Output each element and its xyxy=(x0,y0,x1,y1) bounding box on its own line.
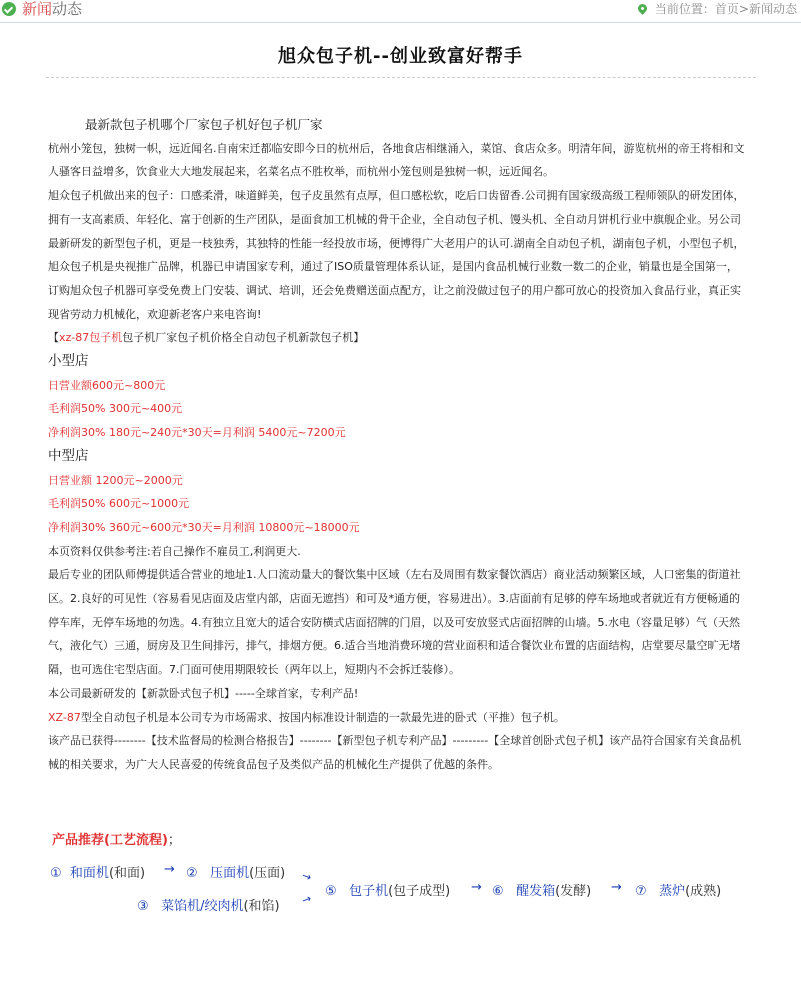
paragraph-intro: 杭州小笼包，独树一帜，远近闻名.自南宋迁都临安即今日的杭州后，各地食店相继涌入，菜馆、食店众多。明清年间，游览杭州的帝王将相和文人骚客日益增多，饮食业大大地发展起来，名菜名点不胜枚举，而杭州小笼包则是独树一帜，远近闻名。 xyxy=(48,141,745,179)
paragraph-note: 本页资料仅供参考注:若自己操作不雇员工,利润更大. xyxy=(48,544,301,558)
article-title: 旭众包子机--创业致富好帮手 xyxy=(278,46,523,67)
mid-shop-net: 净利润30% 360元~600元*30天=月利润 10800元~18000元 xyxy=(48,520,360,534)
flow-step-steamer[interactable]: ⑦ 蒸炉(成熟) xyxy=(635,884,722,899)
article-subtitle: 最新款包子机哪个厂家包子机好包子机厂家 xyxy=(85,117,323,132)
page-header xyxy=(0,0,801,23)
location-label: 当前位置： xyxy=(654,2,715,16)
breadcrumb-home-link[interactable]: 首页 xyxy=(714,2,739,16)
arrow-right-icon: → xyxy=(164,862,175,877)
paragraph-location-tips: 最后专业的团队师傅提供适合营业的地址1.人口流动量大的餐饮集中区域（左右及周围有数家餐饮酒店）商业活动频繁区域，人口密集的街道社区。2.良好的可见性（容易看见店面及店堂内部，店面无遮挡）和可及*通方便，容易进出）。3.店面前有足够的停车场地或者就近有方便畅通的停车库，无停车场地的勿选。4.有独立且宽大的适合安防横式店面招牌的门眉，以及可安放竖式店面招牌的山墙。5.水电（容量足够）气（天然气，液化气）三通，厨房及卫生间排污，排气，排烟方便。6.适合当地消费环境的营业面积和适合餐饮业布置的店面结构，店堂要尽量空旷无堵隔，也可选住宅型店面。7.门面可使用期限较长（两年以上，短期内不会拆迁装修）。 xyxy=(48,568,741,677)
paragraph-certification: 该产品已获得--------【技术监督局的检测合格报告】--------【新型包子机专利产品】---------【全球首创卧式包子机】该产品符合国家有关食品机械的相关要求，为广大人民喜爱的传统食品包子及类似产品的机械化生产提供了优越的条件。 xyxy=(48,734,742,771)
breadcrumb xyxy=(638,1,797,17)
flow-step-press-machine[interactable]: ② 压面机(压面) xyxy=(186,866,286,881)
breadcrumb-separator: > xyxy=(738,2,749,16)
flow-step-filling-machine[interactable]: ③ 菜馅机/绞肉机(和馅) xyxy=(137,899,280,914)
breadcrumb-current[interactable]: 新闻动态 xyxy=(748,2,797,16)
small-shop-gross: 毛利润50% 300元~400元 xyxy=(48,402,183,416)
flow-step-bun-machine[interactable]: ⑤ 包子机(包子成型) xyxy=(325,884,451,899)
mid-shop-revenue: 日营业额 1200元~2000元 xyxy=(48,473,183,487)
check-icon xyxy=(2,2,16,16)
section-title: 新闻动态 xyxy=(22,0,83,18)
paragraph-company: 旭众包子机做出来的包子：口感柔滑，味道鲜美，包子皮虽然有点厚，但口感松软，吃后口齿留香.公司拥有国家级高级工程师领队的研发团体，拥有一支高素质、年轻化、富于创新的生产团队，是面食加工机械的骨干企业，全自动包子机、馒头机、全自动月饼机行业中旗舰企业。另公司最新研发的新型包子机，更是一枝独秀，其独特的性能一经投放市场，便博得广大老用户的认可.湖南全自动包子机，湖南包子机，小型包子机，旭众包子机是央视推广品牌，机器已申请国家专利，通过了ISO质量管理体系认证，是国内食品机械行业数一数二的企业，销量也是全国第一，订购旭众包子机器可享受免费上门安装、调试、培训，还会免费赠送面点配方，让之前没做过包子的用户都可放心的投资加入食品行业，真正实现省劳动力机械化，欢迎新老客户来电咨询! xyxy=(48,189,745,321)
recommend-heading: 产品推荐(工艺流程)； xyxy=(52,833,181,848)
arrow-right-icon: → xyxy=(611,880,622,895)
flow-step-dough-mixer[interactable]: ① 和面机(和面) xyxy=(50,866,146,881)
small-shop-net: 净利润30% 180元~240元*30天=月利润 5400元~7200元 xyxy=(48,426,346,440)
arrow-right-icon: → xyxy=(471,880,482,895)
paragraph-model: 【xz-87包子机包子机厂家包子机价格全自动包子机新款包子机】 xyxy=(48,331,365,345)
flow-step-proofer[interactable]: ⑥ 醒发箱(发酵) xyxy=(492,884,592,899)
arrow-up-right-icon: → xyxy=(300,891,314,908)
small-shop-revenue: 日营业额600元~800元 xyxy=(48,378,166,392)
paragraph-xz87: XZ-87型全自动包子机是本公司专为市场需求、按国内标准设计制造的一款最先进的卧式（平推）包子机。 xyxy=(48,710,565,724)
paragraph-new-product: 本公司最新研发的【新款卧式包子机】-----全球首家，专利产品! xyxy=(48,686,359,700)
xz87-link[interactable]: XZ-87 xyxy=(48,710,81,724)
mid-shop-heading: 中型店 xyxy=(48,447,89,464)
article-body xyxy=(48,113,748,777)
mid-shop-gross: 毛利润50% 600元~1000元 xyxy=(48,497,190,511)
model-link[interactable]: xz-87包子机 xyxy=(59,331,123,345)
small-shop-heading: 小型店 xyxy=(48,353,89,370)
location-pin-icon xyxy=(636,2,649,15)
title-divider xyxy=(46,77,756,78)
arrow-down-right-icon: → xyxy=(300,868,314,885)
